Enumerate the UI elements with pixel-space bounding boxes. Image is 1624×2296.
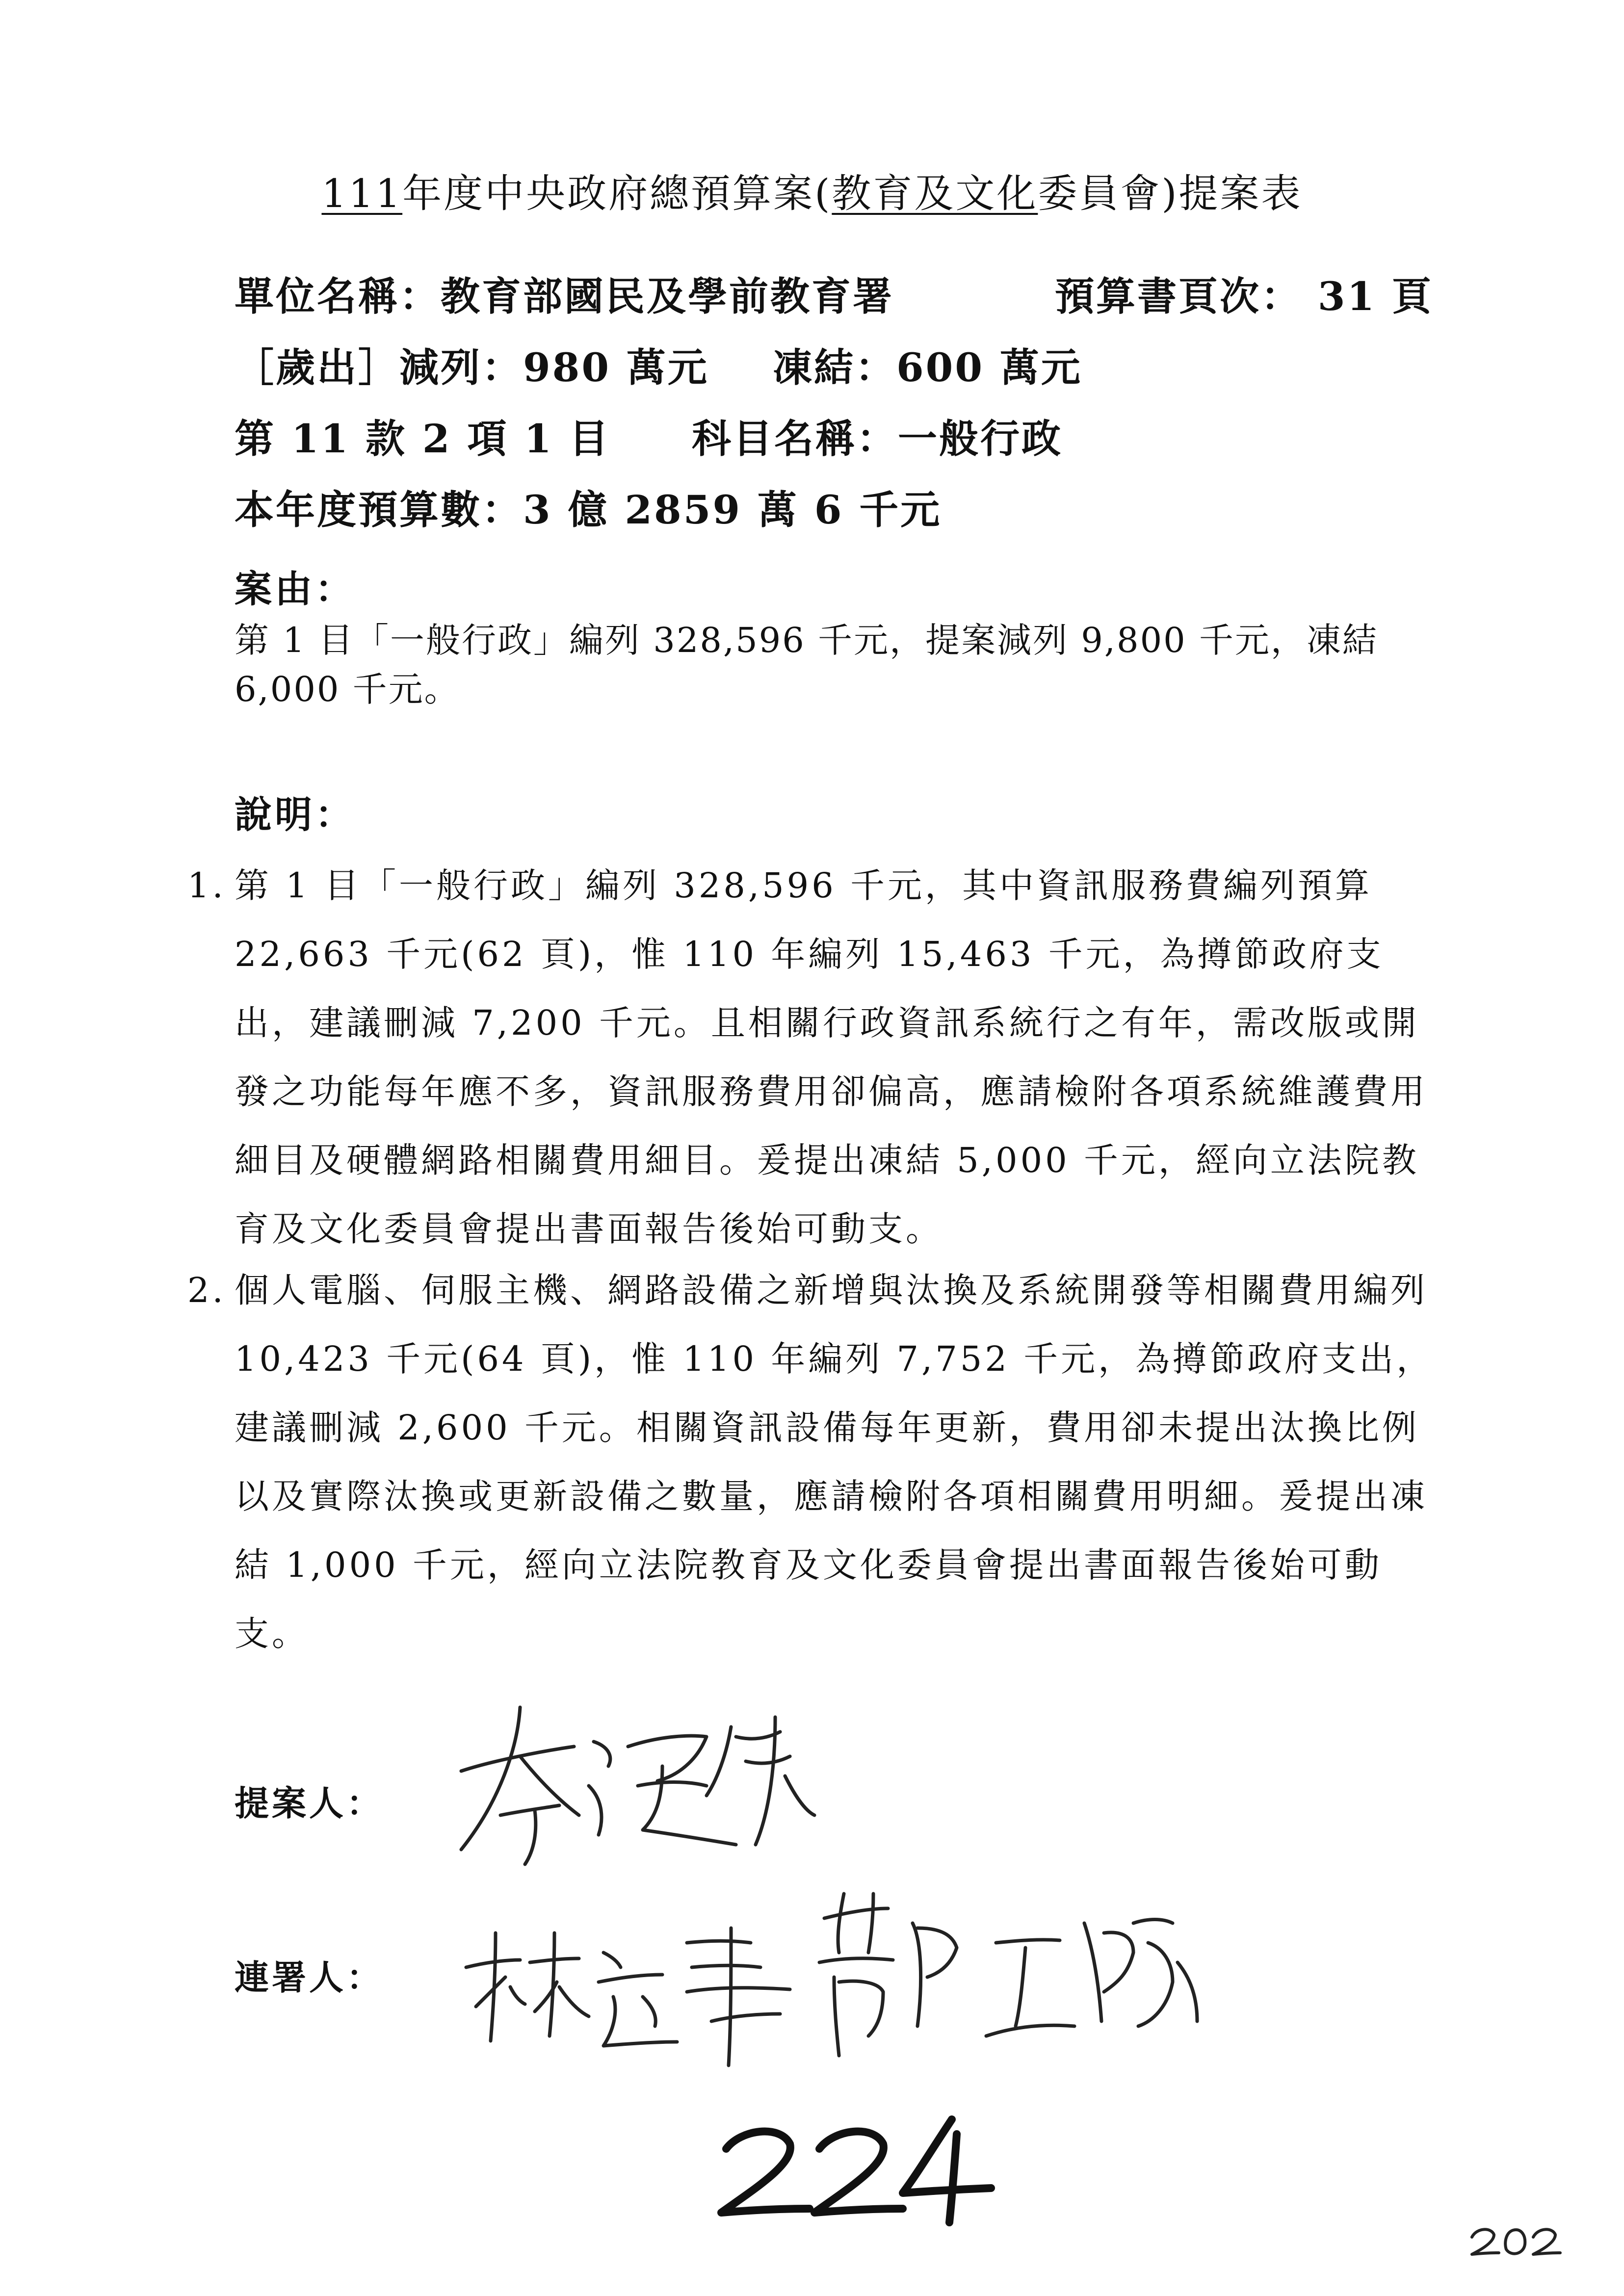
subject-name: 科目名稱：一般行政	[692, 416, 1063, 462]
item-text: 第 1 目「一般行政」編列 328,596 千元，其中資訊服務費編列預算 22,663 千元(62 頁)，惟 110 年編列 15,463 千元，為撙節政府支出，建議刪減 7,200 千元。且相關行政資訊系統行之有年，需改版或開發之功能每年應不多，資訊服務費用卻偏高，應請檢附各項系統維護費用細目及硬體網路相關費用細目。爰提出凍結 5,000 千元，經向立法院教育及文化委員會提出書面報告後始可動支。	[235, 865, 1428, 1249]
title-part1: 年度中央政府總預算案(	[402, 171, 832, 216]
item-code: 第 11 款 2 項 1 目	[235, 416, 610, 462]
title-committee: 教育及文化	[832, 171, 1038, 216]
case-text: 第 1 目「一般行政」編列 328,596 千元，提案減列 9,800 千元，凍結 6,000 千元。	[235, 620, 1378, 709]
cosigner-label: 連署人：	[235, 1957, 384, 1998]
cosigner-signature-1	[456, 1913, 810, 2070]
item-number: 2.	[187, 1270, 226, 1310]
explanation-item-1	[187, 851, 1437, 1263]
case-label: 案由：	[235, 567, 355, 611]
explanation-item-2	[187, 1256, 1437, 1668]
item-number: 1.	[187, 865, 226, 906]
handwritten-page-number	[707, 2105, 1001, 2232]
explanation-label: 說明：	[235, 793, 355, 836]
title-year: 111	[321, 171, 403, 216]
freeze-amount: 凍結：600 萬元	[773, 344, 1082, 391]
expenditure-reduction: ［歲出］減列：980 萬元	[235, 344, 709, 391]
title-part2: 委員會)提案表	[1038, 171, 1303, 216]
budget-amount: 本年度預算數：3 億 2859 萬 6 千元	[235, 487, 942, 533]
unit-name: 單位名稱：教育部國民及學前教育署	[235, 273, 894, 319]
handwritten-corner-number	[1467, 2218, 1565, 2262]
proposer-label: 提案人：	[235, 1783, 384, 1824]
item-text: 個人電腦、伺服主機、網路設備之新增與汰換及系統開發等相關費用編列 10,423 千元(64 頁)，惟 110 年編列 7,752 千元，為撙節政府支出，建議刪減 2,600 千元。相關資訊設備每年更新，費用卻未提出汰換比例以及實際汰換或更新設備之數量，應請檢附各項相關費用明細。爰提出凍結 1,000 千元，經向立法院教育及文化委員會提出書面報告後始可動支。	[235, 1270, 1434, 1654]
budget-page: 預算書頁次： 31 頁	[1055, 273, 1434, 319]
proposer-signature	[432, 1688, 824, 1874]
cosigner-signature-2	[810, 1879, 1217, 2070]
form-title	[0, 162, 1624, 218]
